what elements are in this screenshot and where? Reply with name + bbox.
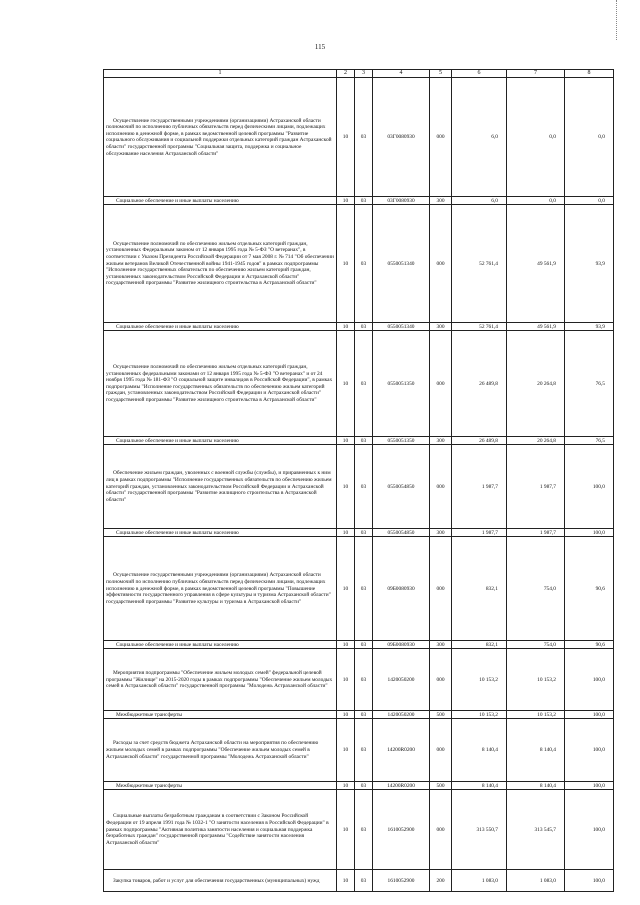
section-code: 10 [337,641,355,649]
item-name: Социальное обеспечение и иные выплаты населению [104,437,337,445]
item-name: Социальное обеспечение и иные выплаты населению [104,323,337,331]
actual-amount: 8 140,4 [507,719,565,782]
item-name: Осуществление государственными учреждениями (организациями) Астраханской области полномочий по исполнению публичных обязательств перед физическими лицами, подлежащих исполнению в денежной форме, в рамках ведомственной целевой программы "Развитие социального обслуживания и социальной поддержки отдельных категорий граждан Астраханской области" государственной программы "Социальная защита, поддержка и социальное обслуживание населения Астраханской области" [104,78,337,197]
target-article-code: 09Б0080930 [373,641,430,649]
actual-amount: 754,0 [507,537,565,641]
execution-percent: 90,6 [565,641,614,649]
actual-amount: 20 264,8 [507,331,565,437]
expense-type-code: 300 [430,437,452,445]
expense-type-code: 000 [430,205,452,323]
expense-type-code: 000 [430,649,452,711]
target-article-code: 0550051340 [373,323,430,331]
execution-percent: 100,0 [565,782,614,790]
expense-type-code: 000 [430,445,452,529]
section-code: 10 [337,537,355,641]
section-code: 10 [337,711,355,719]
section-code: 10 [337,719,355,782]
section-code: 10 [337,529,355,537]
table-row [104,197,614,205]
target-article-code: 14200R0200 [373,719,430,782]
execution-percent: 76,5 [565,331,614,437]
actual-amount: 8 140,4 [507,782,565,790]
planned-amount: 832,1 [452,537,507,641]
table-row [104,782,614,790]
section-code: 10 [337,205,355,323]
target-article-code: 09Б0080930 [373,537,430,641]
expense-type-code: 500 [430,782,452,790]
actual-amount: 10 153,2 [507,711,565,719]
table-row [104,711,614,719]
item-name: Осуществление полномочий по обеспечению жильем отдельных категорий граждан, установленных Федеральным законом от 12 января 1995 года № 5-ФЗ "О ветеранах", в соответствии с Указом Президента Российской Федерации от 7 мая 2008 г. № 714 "Об обеспечении жильем ветеранов Великой Отечественной войны 1941-1945 годов" в рамках подпрограммы "Исполнение государственных обязательств по обеспечению жильем категорий граждан, установленных законодательством Российской Федерации и Астраханской области" государственной программы "Развитие жилищного строительства в Астраханской области" [104,205,337,323]
subsection-code: 03 [355,78,373,197]
table-row [104,437,614,445]
expense-type-code: 300 [430,323,452,331]
item-name: Обеспечение жильем граждан, уволенных с военной службы (службы), и приравненных к ним лиц в рамках подпрограммы "Исполнение государственных обязательств по обеспечению жильем категорий граждан, установленных законодательством Российской Федерации и Астраханской области" государственной программы "Развитие жилищного строительства в Астраханской области" [104,445,337,529]
actual-amount: 313 545,7 [507,790,565,870]
section-code: 10 [337,323,355,331]
planned-amount: 8 140,4 [452,719,507,782]
table-row [104,205,614,323]
col-header-3: 3 [355,70,373,78]
target-article-code: 1610052900 [373,790,430,870]
subsection-code: 03 [355,719,373,782]
subsection-code: 03 [355,790,373,870]
subsection-code: 03 [355,870,373,892]
subsection-code: 03 [355,445,373,529]
subsection-code: 03 [355,205,373,323]
section-code: 10 [337,331,355,437]
col-header-5: 5 [430,70,452,78]
col-header-2: 2 [337,70,355,78]
expense-type-code: 300 [430,641,452,649]
expense-type-code: 000 [430,537,452,641]
subsection-code: 03 [355,649,373,711]
table-row [104,529,614,537]
budget-table [103,69,614,892]
table-row [104,641,614,649]
execution-percent: 100,0 [565,790,614,870]
header-row [104,70,614,78]
subsection-code: 03 [355,537,373,641]
col-header-1: 1 [104,70,337,78]
expense-type-code: 000 [430,719,452,782]
section-code: 10 [337,649,355,711]
item-name: Осуществление полномочий по обеспечению жильем отдельных категорий граждан, установленных федеральными законами от 12 января 1995 года № 5-ФЗ "О ветеранах" и от 24 ноября 1995 года № 181-ФЗ "О социальной защите инвалидов в Российской Федерации", в рамках подпрограммы "Исполнение государственных обязательств по обеспечению жильем категорий граждан, установленных законодательством Российской Федерации и Астраханской области" государственной программы "Развитие жилищного строительства в Астраханской области" [104,331,337,437]
section-code: 10 [337,437,355,445]
planned-amount: 1 987,7 [452,529,507,537]
actual-amount: 10 153,2 [507,649,565,711]
section-code: 10 [337,445,355,529]
item-name: Социальное обеспечение и иные выплаты населению [104,197,337,205]
target-article-code: 0550054850 [373,445,430,529]
execution-percent: 100,0 [565,445,614,529]
col-header-4: 4 [373,70,430,78]
item-name: Социальное обеспечение и иные выплаты населению [104,641,337,649]
col-header-7: 7 [507,70,565,78]
execution-percent: 76,5 [565,437,614,445]
execution-percent: 0,0 [565,197,614,205]
planned-amount: 6,0 [452,78,507,197]
col-header-8: 8 [565,70,614,78]
target-article-code: 14200R0200 [373,782,430,790]
table-row [104,323,614,331]
planned-amount: 8 140,4 [452,782,507,790]
table-row [104,78,614,197]
planned-amount: 10 153,2 [452,711,507,719]
section-code: 10 [337,870,355,892]
planned-amount: 1 083,0 [452,870,507,892]
expense-type-code: 300 [430,197,452,205]
table-body [104,78,614,892]
actual-amount: 1 987,7 [507,445,565,529]
execution-percent: 90,6 [565,537,614,641]
planned-amount: 832,1 [452,641,507,649]
planned-amount: 26 489,8 [452,331,507,437]
subsection-code: 03 [355,529,373,537]
subsection-code: 03 [355,711,373,719]
planned-amount: 52 761,4 [452,323,507,331]
col-header-6: 6 [452,70,507,78]
table-row [104,790,614,870]
item-name: Осуществление государственными учреждениями (организациями) Астраханской области полномочий по исполнению публичных обязательств перед физическими лицами, подлежащих исполнению в денежной форме, в рамках ведомственной целевой программы "Повышение эффективности государственного управления в сфере культуры и туризма Астраханской области" государственной программы "Развитие культуры и туризма в Астраханской области" [104,537,337,641]
table-row [104,870,614,892]
subsection-code: 03 [355,641,373,649]
expense-type-code: 000 [430,78,452,197]
target-article-code: 0550051350 [373,331,430,437]
execution-percent: 100,0 [565,719,614,782]
item-name: Расходы за счет средств бюджета Астраханской области на мероприятия по обеспечению жильем молодых семей в рамках подпрограммы "Обеспечение жильем молодых семей в Астраханской области" государственной программы "Молодежь Астраханской области" [104,719,337,782]
page-number: 115 [314,43,326,51]
execution-percent: 93,9 [565,323,614,331]
execution-percent: 93,9 [565,205,614,323]
table-row [104,331,614,437]
item-name: Мероприятия подпрограммы "Обеспечение жильем молодых семей" федеральной целевой программы "Жилище" на 2015-2020 годы в рамках подпрограммы "Обеспечение жильем молодых семей в Астраханской области" государственной программы "Молодежь Астраханской области" [104,649,337,711]
expense-type-code: 000 [430,790,452,870]
target-article-code: 0550051340 [373,205,430,323]
target-article-code: 1420050200 [373,711,430,719]
table-row [104,649,614,711]
target-article-code: 0550054850 [373,529,430,537]
section-code: 10 [337,78,355,197]
planned-amount: 52 761,4 [452,205,507,323]
section-code: 10 [337,782,355,790]
item-name: Межбюджетные трансферты [104,782,337,790]
execution-percent: 100,0 [565,870,614,892]
target-article-code: 0550051350 [373,437,430,445]
planned-amount: 6,0 [452,197,507,205]
actual-amount: 754,0 [507,641,565,649]
planned-amount: 10 153,2 [452,649,507,711]
section-code: 10 [337,197,355,205]
actual-amount: 0,0 [507,197,565,205]
actual-amount: 1 987,7 [507,529,565,537]
expense-type-code: 500 [430,711,452,719]
item-name: Социальные выплаты безработным гражданам в соответствии с Законом Российской Федерации от 19 апреля 1991 года № 1032-1 "О занятости населения в Российской Федерации" в рамках подпрограммы "Активная политика занятости населения и социальная поддержка безработных граждан" государственной программы "Содействие занятости населения Астраханской области" [104,790,337,870]
scan-edge-mark [616,0,618,40]
expense-type-code: 300 [430,529,452,537]
target-article-code: 03Г0080930 [373,78,430,197]
section-code: 10 [337,790,355,870]
item-name: Социальное обеспечение и иные выплаты населению [104,529,337,537]
expense-type-code: 200 [430,870,452,892]
item-name: Межбюджетные трансферты [104,711,337,719]
actual-amount: 20 264,8 [507,437,565,445]
target-article-code: 1420050200 [373,649,430,711]
expense-type-code: 000 [430,331,452,437]
table-row [104,537,614,641]
target-article-code: 03Г0080930 [373,197,430,205]
planned-amount: 26 489,8 [452,437,507,445]
item-name: Закупка товаров, работ и услуг для обеспечения государственных (муниципальных) нужд [104,870,337,892]
execution-percent: 100,0 [565,649,614,711]
planned-amount: 1 987,7 [452,445,507,529]
subsection-code: 03 [355,331,373,437]
actual-amount: 0,0 [507,78,565,197]
actual-amount: 1 083,0 [507,870,565,892]
actual-amount: 49 561,9 [507,205,565,323]
execution-percent: 100,0 [565,529,614,537]
execution-percent: 100,0 [565,711,614,719]
execution-percent: 0,0 [565,78,614,197]
actual-amount: 49 561,9 [507,323,565,331]
subsection-code: 03 [355,782,373,790]
target-article-code: 1610052900 [373,870,430,892]
subsection-code: 03 [355,437,373,445]
table-row [104,445,614,529]
table-row [104,719,614,782]
subsection-code: 03 [355,197,373,205]
subsection-code: 03 [355,323,373,331]
planned-amount: 313 550,7 [452,790,507,870]
